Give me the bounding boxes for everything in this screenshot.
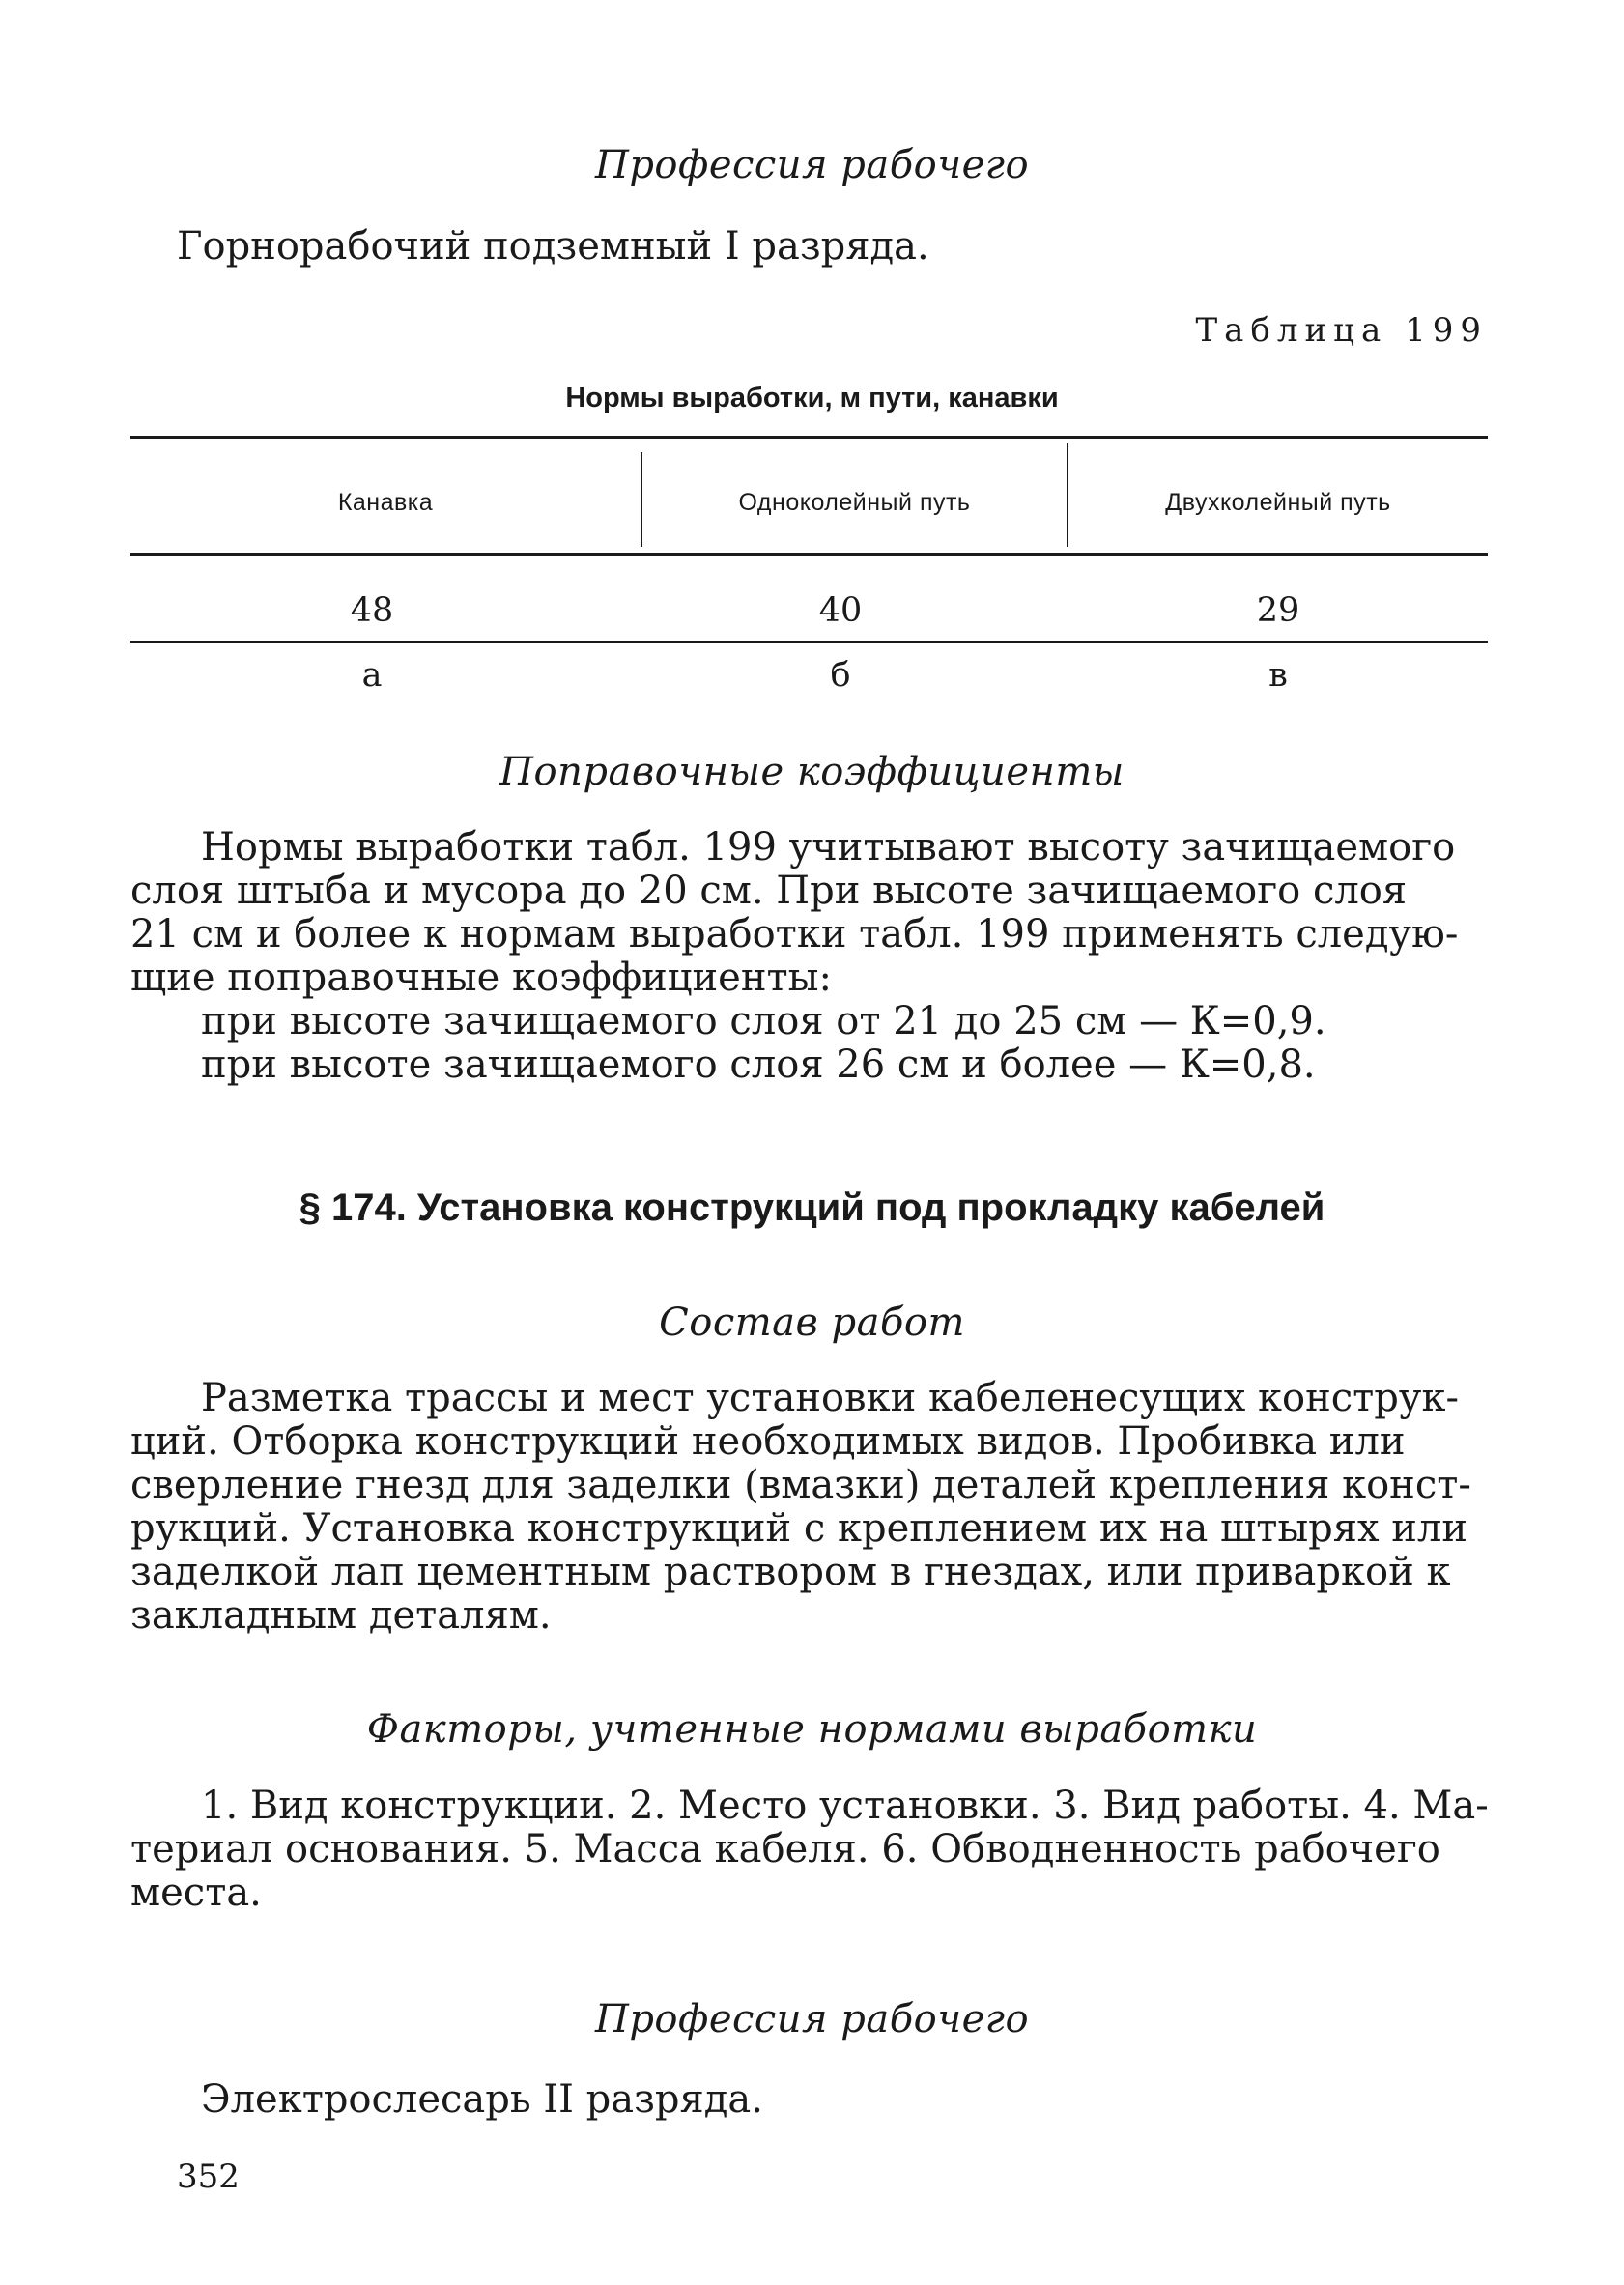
text-line: заделкой лап цементным раствором в гнездах, или приваркой к	[130, 1550, 1451, 1594]
table-header-cell: Канавка	[337, 489, 434, 516]
text-line: 1. Вид конструкции. 2. Место установки. 3. Вид работы. 4. Ма-	[201, 1784, 1489, 1828]
coefficients-heading: Поправочные коэффициенты	[499, 750, 1125, 794]
profession-heading: Профессия рабочего	[594, 1997, 1030, 2042]
text-line: щие поправочные коэффициенты:	[130, 956, 832, 1000]
page-number: 352	[177, 2157, 240, 2196]
text-line: Разметка трассы и мест установки кабеленесущих конструк-	[201, 1376, 1459, 1420]
section-title: § 174. Установка конструкций под прокладку кабелей	[299, 1186, 1325, 1229]
text-line: закладным деталям.	[130, 1593, 552, 1638]
table-header-cell: Двухколейный путь	[1165, 489, 1391, 516]
table-top-rule	[130, 436, 1488, 439]
factors-heading: Факторы, учтенные нормами выработки	[366, 1707, 1258, 1752]
text-line: териал основания. 5. Масса кабеля. 6. Обводненность рабочего	[130, 1827, 1440, 1871]
text-line: при высоте зачищаемого слоя 26 см и более — К=0,8.	[201, 1043, 1316, 1087]
table-header-cell: Одноколейный путь	[738, 489, 971, 516]
table-title: Нормы выработки, м пути, канавки	[565, 383, 1059, 414]
profession-heading: Профессия рабочего	[594, 143, 1030, 187]
factors-text	[130, 1785, 1493, 1915]
table-letter-cell: в	[1268, 656, 1288, 695]
text-line: при высоте зачищаемого слоя от 21 до 25 см — К=0,9.	[201, 999, 1326, 1043]
table-bottom-rule	[130, 641, 1488, 643]
work-composition-text	[130, 1377, 1493, 1638]
worker-grade: Электрослесарь II разряда.	[201, 2077, 763, 2122]
table-letter-cell: б	[830, 656, 851, 695]
worker-grade: Горнорабочий подземный I разряда.	[177, 224, 929, 269]
text-line: рукций. Установка конструкций с креплением их на штырях или	[130, 1506, 1468, 1551]
table-value-cell: 48	[350, 591, 394, 630]
text-line: Нормы выработки табл. 199 учитывают высоту зачищаемого	[201, 825, 1456, 870]
table-letter-cell: а	[361, 656, 383, 695]
table-value-cell: 29	[1256, 591, 1300, 630]
table-header-rule	[130, 553, 1488, 556]
text-line: 21 см и более к нормам выработки табл. 199 применять следую-	[130, 912, 1459, 957]
table-label: Таблица 199	[1195, 311, 1488, 350]
coefficients-text	[130, 826, 1493, 1087]
table-value-cell: 40	[818, 591, 863, 630]
text-line: слоя штыба и мусора до 20 см. При высоте зачищаемого слоя	[130, 869, 1408, 913]
text-line: ций. Отборка конструкций необходимых видов. Пробивка или	[130, 1419, 1406, 1464]
text-line: места.	[130, 1871, 262, 1915]
work-composition-heading: Состав работ	[659, 1300, 965, 1345]
text-line: сверление гнезд для заделки (вмазки) деталей крепления конст-	[130, 1463, 1471, 1507]
